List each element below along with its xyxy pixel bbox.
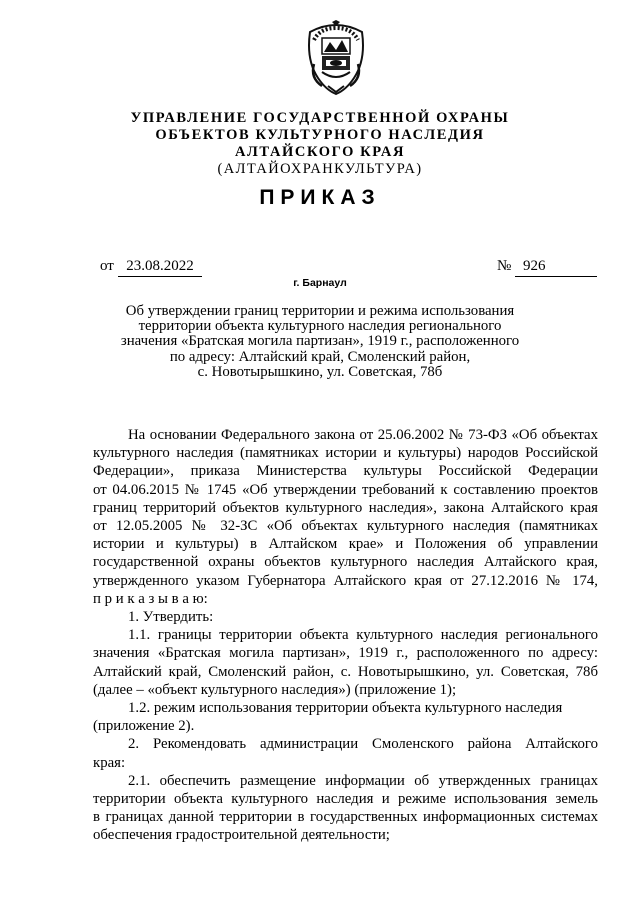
preamble-line: от 04.06.2015 № 1745 «Об утверждении требований к составлению проектов [93,481,598,498]
coat-of-arms-icon [300,20,372,96]
preamble-line: государственной охраны объектов культурного наследия Алтайского края, [93,554,598,571]
preamble-decree-word: п р и к а з ы в а ю: [93,590,208,607]
order-date: 23.08.2022 [118,258,202,277]
preamble-line: утвержденного указом Губернатора Алтайского края от 27.12.2016 № 174, [93,572,598,589]
number-label: № [497,258,512,274]
preamble-line: от 12.05.2005 № 32-ЗС «Об объектах культурного наследия (памятниках [93,518,598,535]
item-2-line: края: [93,754,126,771]
org-abbreviation: (АЛТАЙОХРАНКУЛЬТУРА) [217,161,423,177]
item-2-1-line: обеспечения градостроительной деятельности; [93,827,390,844]
preamble-line: На основании Федерального закона от 25.06.2002 № 73-ФЗ «Об объектах [128,427,598,443]
preamble-line: Федерации», приказа Министерства культуры Российской Федерации [93,463,598,480]
subject-line: территории объекта культурного наследия регионального [138,318,502,335]
org-name-line2: ОБЪЕКТОВ КУЛЬТУРНОГО НАСЛЕДИЯ [155,127,485,143]
subject-line: по адресу: Алтайский край, Смоленский район, [169,348,471,365]
item-1-1-line: Алтайский край, Смоленский район, с. Новотырышкино, ул. Советская, 78б [93,663,598,680]
order-body [93,426,598,845]
preamble-line: границ территорий объектов культурного наследия», закона Алтайского края [93,499,598,516]
city: г. Барнаул [293,277,347,289]
date-label: от [100,258,114,274]
item-1-2-line: (приложение 2). [93,718,195,735]
org-name-line3: АЛТАЙСКОГО КРАЯ [234,144,406,160]
order-subject [0,304,640,380]
item-1-2-line: 1.2. режим использования территории объекта культурного наследия [128,700,563,717]
subject-line: с. Новотырышкино, ул. Советская, 78б [197,363,443,380]
item-2-1-line: 2.1. обеспечить размещение информации об утвержденных границах [128,772,598,789]
item-1-1-line: (далее – «объект культурного наследия») (приложение 1); [93,681,457,698]
order-number: 926 [515,258,597,277]
item-1-1-line: 1.1. границы территории объекта культурного наследия регионального [128,627,598,644]
item-2-1-line: в границах данной территории в государственных информационных системах [93,809,598,826]
item-2-line: 2. Рекомендовать администрации Смоленского района Алтайского [128,736,598,753]
org-name-line1: УПРАВЛЕНИЕ ГОСУДАРСТВЕННОЙ ОХРАНЫ [130,110,510,126]
preamble-line: истории и культуры) в Алтайском крае» и Положения об управлении [93,536,598,553]
preamble-line: культурного наследия (памятниках истории и культуры) народов Российской [93,445,598,462]
item-1-1-line: значения «Братская могила партизан», 1919 г., расположенного по адресу: [93,645,598,662]
subject-line: значения «Братская могила партизан», 1919 г., расположенного [120,333,520,350]
document-type-title: ПРИКАЗ [259,186,381,209]
item-1: 1. Утвердить: [128,609,214,626]
subject-line: Об утверждении границ территории и режима использования [125,303,515,319]
item-2-1-line: территории объекта культурного наследия и режиме использования земель [93,791,598,808]
